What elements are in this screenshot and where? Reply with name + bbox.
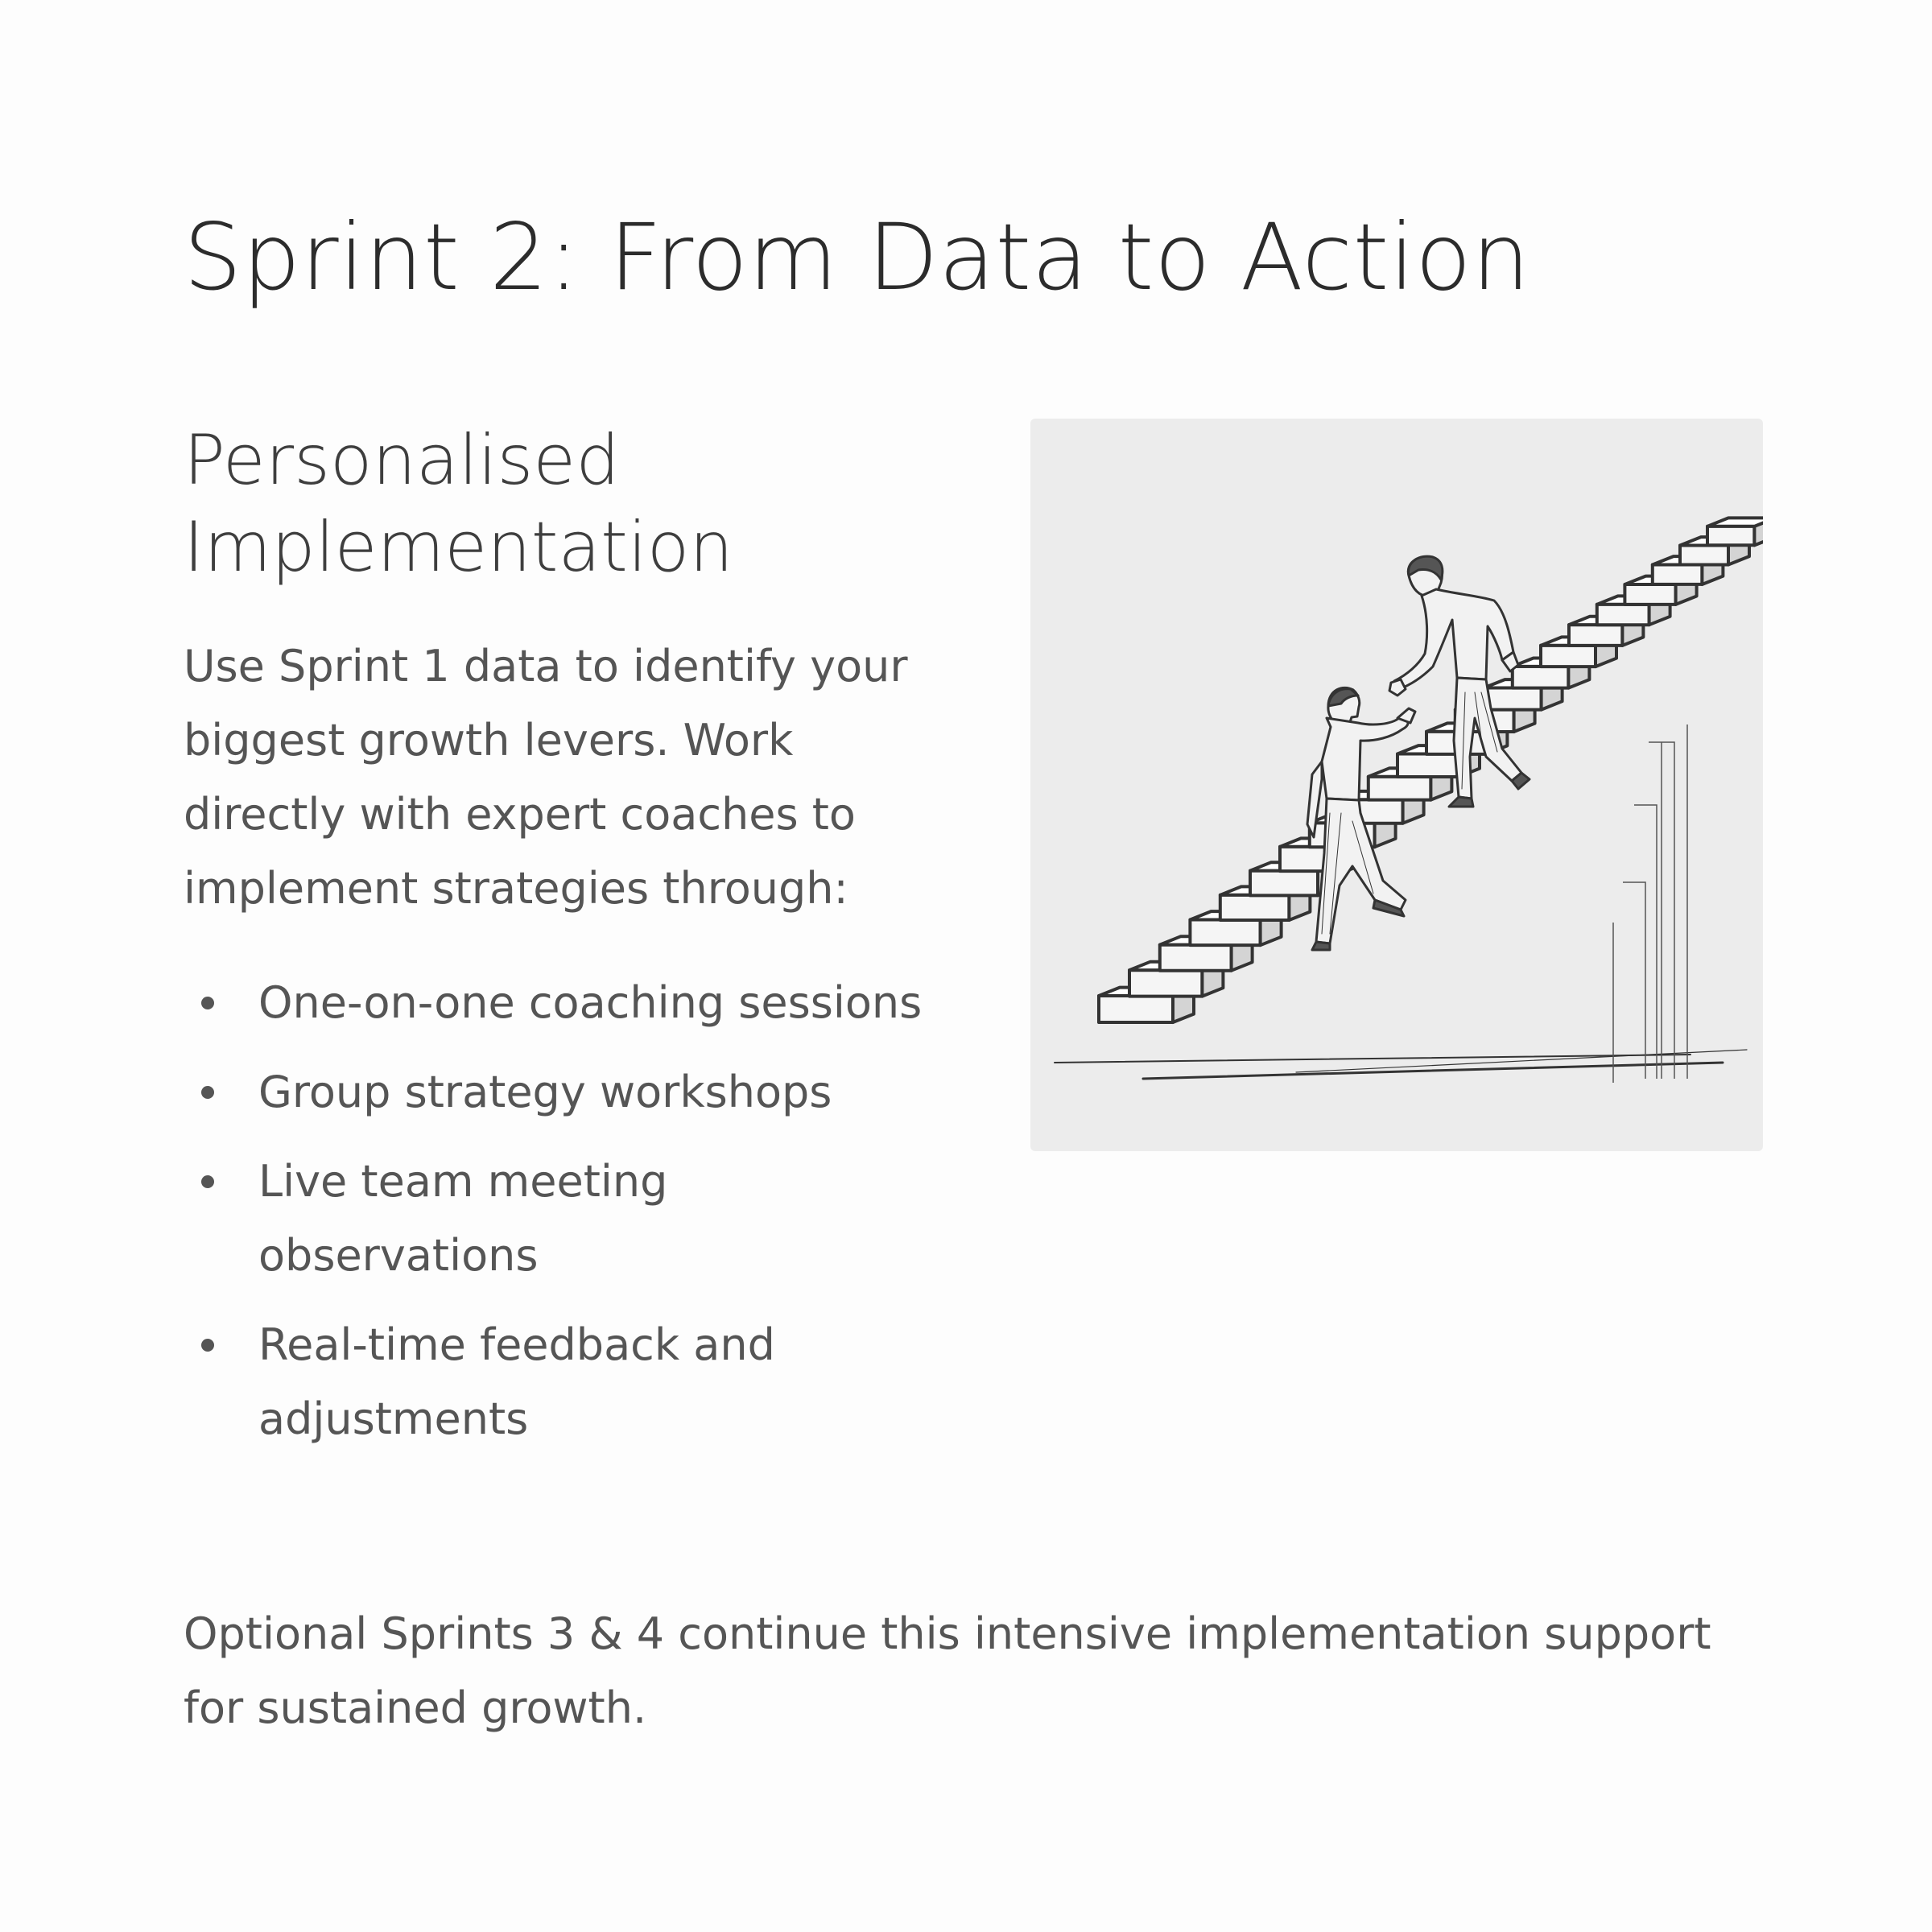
stair-step — [1160, 945, 1232, 971]
stair-step — [1368, 777, 1431, 800]
stair-step — [1484, 688, 1541, 710]
list-item — [184, 966, 924, 1040]
implementation-methods-list — [184, 966, 924, 1472]
stair-step — [1707, 526, 1754, 546]
stair-step — [1129, 970, 1202, 997]
list-item-label: Real-time feedback and adjustments — [258, 1319, 775, 1444]
list-item — [184, 1055, 924, 1129]
stair-step — [1190, 920, 1260, 946]
wall-lines — [1613, 724, 1687, 1083]
closing-paragraph: Optional Sprints 3 & 4 continue this intensive implementation support for sustained growth. — [184, 1608, 1711, 1733]
ground-lines — [1055, 1050, 1747, 1079]
list-item-label: One-on-one coaching sessions — [258, 977, 923, 1028]
list-item-label: Group strategy workshops — [258, 1067, 832, 1117]
stair-step — [1653, 565, 1703, 584]
stair-step — [1680, 546, 1728, 565]
section-heading: Personalised Implementation — [184, 420, 733, 588]
slide-title: Sprint 2: From Data to Action — [184, 204, 1530, 311]
stair-step — [1220, 895, 1290, 920]
stair-step — [1541, 646, 1596, 667]
bullet-icon — [201, 1175, 214, 1188]
stair-step — [1250, 871, 1318, 896]
bullet-icon — [201, 1339, 214, 1352]
bullet-icon — [201, 997, 214, 1009]
stair-step — [1099, 996, 1173, 1022]
stair-step — [1397, 754, 1459, 778]
list-item — [184, 1308, 924, 1456]
stair-step — [1513, 667, 1569, 688]
stairs-illustration — [1030, 419, 1763, 1151]
intro-paragraph: Use Sprint 1 data to identify your biggest growth levers. Work directly with expert coaches to implement strategies through: — [184, 641, 908, 914]
list-item — [184, 1145, 924, 1293]
stair-step — [1597, 605, 1649, 625]
bullet-icon — [201, 1086, 214, 1099]
stair-tread — [1707, 518, 1763, 526]
stair-step — [1624, 584, 1675, 605]
list-item-label: Live team meeting observations — [258, 1156, 668, 1281]
two-people-climbing-stairs-icon — [1030, 419, 1763, 1151]
stair-step — [1569, 625, 1622, 646]
